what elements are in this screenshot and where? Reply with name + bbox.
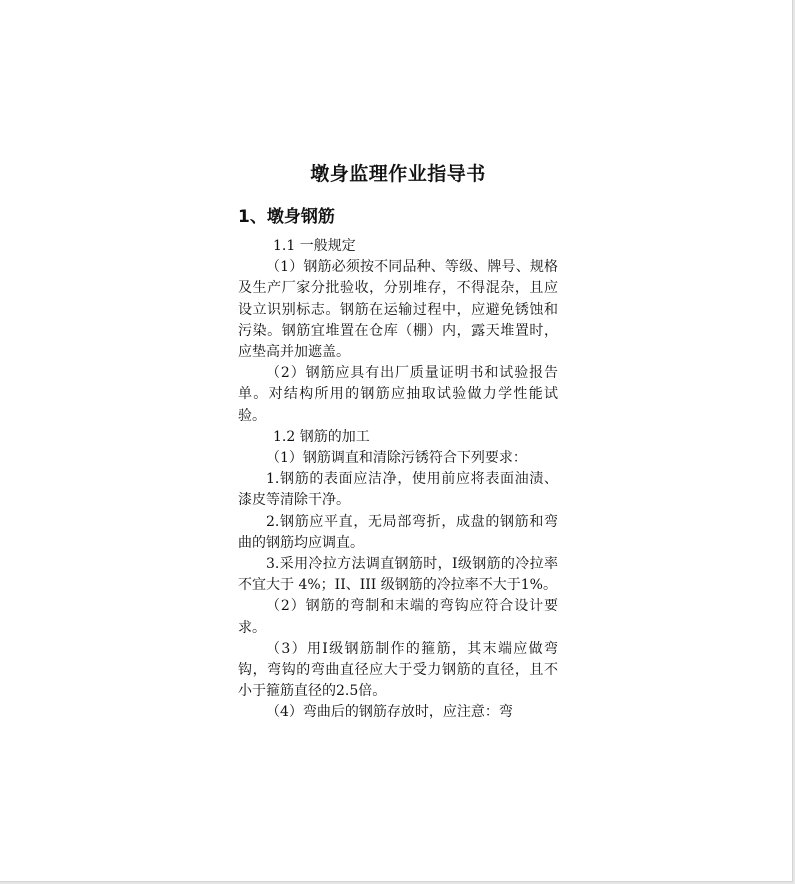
subsection-heading-general: 1.1 一般规定 xyxy=(273,238,356,254)
paragraph: 3.采用冷拉方法调直钢筋时，I级钢筋的冷拉率不宜大于 4%；II、III 级钢筋的冷拉率不大于1%。 xyxy=(238,556,558,594)
paragraph: 2.钢筋应平直，无局部弯折，成盘的钢筋和弯曲的钢筋均应调直。 xyxy=(238,513,558,551)
paragraph: （2）钢筋应具有出厂质量证明书和试验报告单。对结构所用的钢筋应抽取试验做力学性能试验。 xyxy=(238,365,558,424)
document-title: 墩身监理作业指导书 xyxy=(310,163,486,185)
paragraph: 1.钢筋的表面应洁净，使用前应将表面油渍、漆皮等清除干净。 xyxy=(238,471,558,509)
document-content xyxy=(238,160,558,724)
paragraph: （4）弯曲后的钢筋存放时，应注意：弯 xyxy=(266,704,513,721)
section-heading: 1、墩身钢筋 xyxy=(238,207,335,227)
paragraph: （3）用I级钢筋制作的箍筋，其末端应做弯钩，弯钩的弯曲直径应大于受力钢筋的直径，且不小于箍筋直径的2.5倍。 xyxy=(238,640,558,700)
paragraph: （1）钢筋必须按不同品种、等级、牌号、规格及生产厂家分批验收，分别堆存，不得混杂，且应设立识别标志。钢筋在运输过程中，应避免锈蚀和污染。钢筋宜堆置在仓库（棚）内，露天堆置时，应垫高并加遮盖。 xyxy=(238,259,558,361)
subsection-heading-processing: 1.2 钢筋的加工 xyxy=(273,428,370,445)
paragraph: （1）钢筋调直和清除污锈符合下列要求： xyxy=(266,450,527,467)
paragraph: （2）钢筋的弯制和末端的弯钩应符合设计要求。 xyxy=(238,598,558,636)
